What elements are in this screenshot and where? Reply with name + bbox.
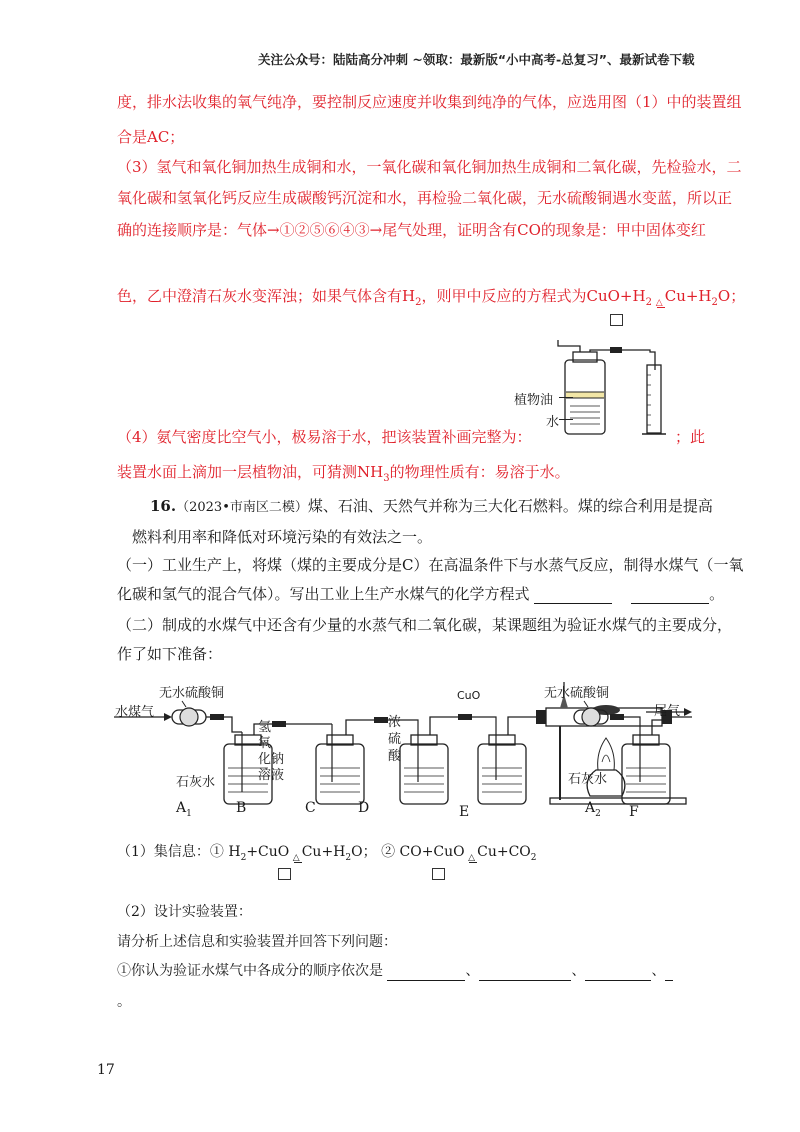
bottle-label-C: C [305, 800, 316, 816]
box-mark [432, 868, 445, 880]
cuso4-right-label: 无水硫酸铜 [544, 686, 610, 701]
bottle-label-A1: $A_1$ [176, 800, 192, 819]
design-q1: ①你认为验证水煤气中各成分的顺序依次是 、 、 、 [117, 961, 673, 981]
bottle-label-A2: $A_2$ [585, 800, 601, 819]
answer-line-4: 氧化碳和氢氧化钙反应生成碳酸钙沉淀和水，再检验二氧化碳，无水硫酸铜遇水变蓝，所以正 [117, 189, 733, 207]
design-ask: 请分析上述信息和实验装置并回答下列问题： [117, 934, 397, 950]
lime-right-label: 石灰水 [568, 772, 608, 787]
outlet-label: 尾气 [654, 704, 681, 719]
part2-line-2: 作了如下准备： [117, 645, 223, 663]
page-number: 17 [97, 1062, 115, 1078]
part1-line-1: （一）工业生产上，将煤（煤的主要成分是C）在高温条件下与水蒸气反应，制得水煤气（一氧 [117, 556, 744, 574]
answer-blank[interactable] [534, 587, 612, 604]
answer-line-1: 度，排水法收集的氧气纯净，要控制反应速度并收集到纯净的气体，应选用图（1）中的装置组 [117, 93, 742, 111]
answer-line-5: 确的连接顺序是：气体→①②⑤⑥④③→尾气处理，证明含有CO的现象是：甲中固体变红 [117, 221, 706, 239]
bottle-label-B: B [236, 800, 247, 816]
bottle-B [316, 720, 374, 804]
answer-line-6-pre: 色，乙中澄清石灰水变浑浊；如果气体含有H [117, 287, 416, 305]
delta-symbol: △ [655, 298, 663, 308]
design-label: （2）设计实验装置： [117, 904, 252, 920]
subscript: 2 [415, 297, 422, 308]
bottle-D [478, 717, 536, 804]
naoh-label: 氢 氧 化钠 溶液 [258, 720, 285, 783]
box-mark [610, 314, 623, 326]
answer-blank[interactable] [665, 964, 673, 981]
lime-left-label: 石灰水 [176, 775, 216, 790]
page-header: 关注公众号：陆陆高分冲刺 ~领取：最新版“小中高考-总复习”、最新试卷下载 [258, 52, 695, 67]
answer-line-6-post: Cu+H [664, 287, 712, 305]
answer-blank[interactable] [631, 587, 709, 604]
nh3-apparatus-figure [550, 340, 700, 440]
answer-line-7: （4）氨气密度比空气小，极易溶于水，把该装置补画完整为： [117, 428, 532, 446]
answer-line-7-end: ；此 [675, 428, 706, 446]
answer-line-2: 合是AC； [117, 128, 185, 146]
answer-blank[interactable] [479, 964, 571, 981]
info-line: （1）集信息：① $H_2+CuO$ △ $Cu+H_2O$； ② CO+CuO △ $Cu+CO_2$ [117, 844, 537, 863]
design-end: 。 [117, 994, 131, 1010]
water-label: 水 [546, 415, 560, 430]
part1-line-2: 化碳和氢气的混合气体）。写出工业上生产水煤气的化学方程式 。 [117, 585, 725, 603]
question-source: （2023•市南区二模） [176, 500, 308, 515]
answer-line-6: 色，乙中澄清石灰水变浑浊；如果气体含有$H_2$，则甲中反应的方程式为$CuO+H_2$ △ $Cu+H_2O$； [117, 286, 745, 313]
answer-blank[interactable] [585, 964, 651, 981]
question-16-line-1 [150, 496, 713, 518]
answer-blank[interactable] [387, 964, 465, 981]
cuo-label: CuO [457, 689, 481, 702]
question-16-line-2: 燃料利用率和降低对环境污染的有效法之一。 [132, 528, 433, 546]
cuso4-left-label: 无水硫酸铜 [159, 686, 225, 701]
inlet-label: 水煤气 [115, 705, 155, 720]
answer-line-8: 装置水面上滴加一层植物油，可猜测$NH_3$的物理性质有：易溶于水。 [117, 463, 570, 484]
subscript: 2 [711, 297, 718, 308]
question-stem: 煤、石油、天然气并称为三大化石燃料。煤的综合利用是提高 [307, 497, 713, 515]
bottle-label-F: F [629, 804, 639, 820]
question-number: 16. [150, 497, 177, 515]
subscript: 2 [645, 297, 652, 308]
answer-line-3: （3）氢气和氧化铜加热生成铜和水，一氧化碳和氧化铜加热生成铜和二氧化碳，先检验水，二 [117, 158, 742, 176]
oil-label: 植物油 [514, 393, 554, 408]
subscript: 3 [383, 473, 390, 484]
label-E: E [459, 804, 470, 820]
part2-line-1: （二）制成的水煤气中还含有少量的水蒸气和二氧化碳，某课题组为验证水煤气的主要成分， [117, 616, 733, 634]
bottle-label-D: D [358, 800, 370, 816]
box-mark [278, 868, 291, 880]
answer-line-6-mid: ，则甲中反应的方程式为CuO+H [421, 287, 646, 305]
acid-label: 浓 硫 酸 [388, 715, 402, 764]
bottle-C [400, 717, 458, 804]
